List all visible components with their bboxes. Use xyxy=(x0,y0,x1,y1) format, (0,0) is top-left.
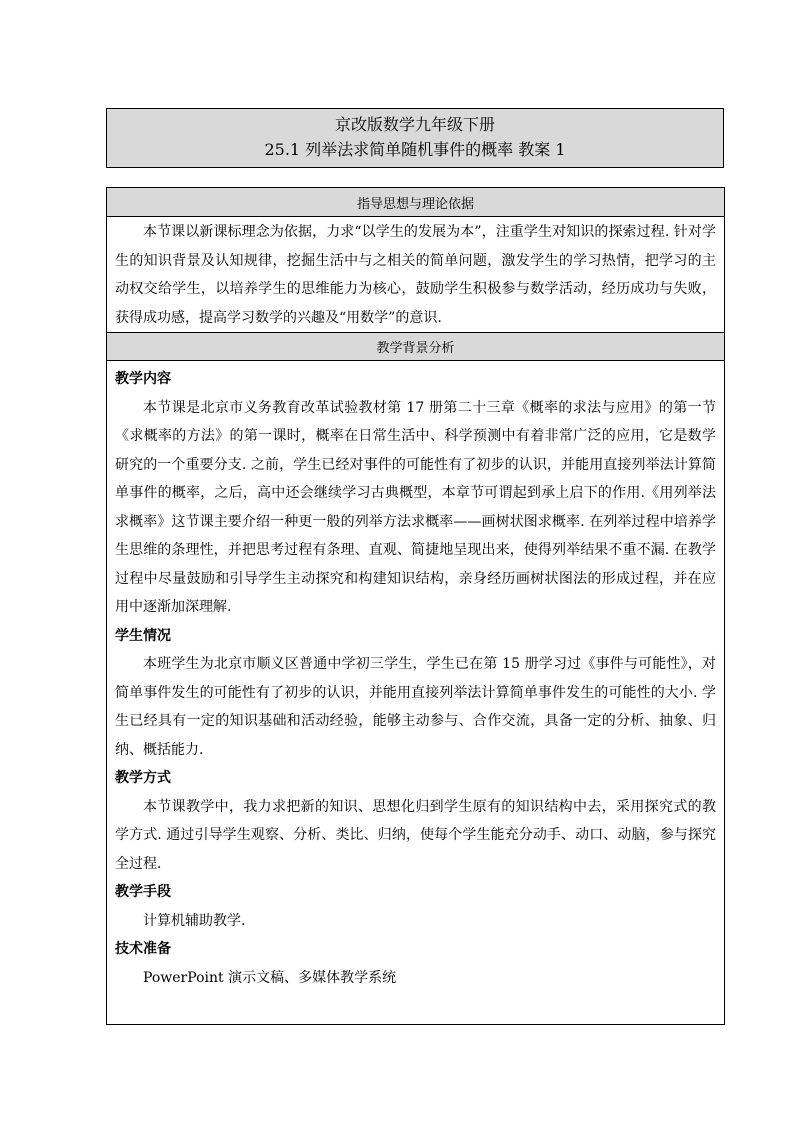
tech-paragraph: PowerPoint 演示文稿、多媒体教学系统 xyxy=(143,969,397,986)
students-heading: 学生情况 xyxy=(115,627,171,644)
students-paragraph: 本班学生为北京市顺义区普通中学初三学生，学生已在第 15 册学习过《事件与可能性》，对简单事件发生的可能性有了初步的认识，并能用直接列举法计算简单事件发生的可能性的大小. 学生已经具有一定的知识基础和活动经验，能够主动参与、合作交流，具备一定的分析、抽象、归纳、概括能力. xyxy=(115,656,716,758)
background-section-header: 教学背景分析 xyxy=(107,332,724,361)
content-heading: 教学内容 xyxy=(115,371,171,387)
document-title: 京改版数学九年级下册 xyxy=(334,115,495,134)
guiding-section-header: 指导思想与理论依据 xyxy=(107,188,724,217)
means-heading: 教学手段 xyxy=(115,884,171,900)
method-heading: 教学方式 xyxy=(115,770,171,786)
document-title-box xyxy=(106,108,724,168)
content-paragraph: 本节课是北京市义务教育改革试验教材第 17 册第二十三章《概率的求法与应用》的第一节《求概率的方法》的第一课时，概率在日常生活中、科学预测中有着非常广泛的应用，它是数学研究的一个重要分支. 之前，学生已经对事件的可能性有了初步的认识，并能用直接列举法计算简单事件的概率，之后，高中还会继续学习古典概型，本章节可谓起到承上启下的作用.《用列举法求概率》这节课主要介绍一种更一般的列举方法求概率——画树状图求概率. 在列举过程中培养学生思维的条理性，并把思考过程有条理、直观、简捷地呈现出来，使得列举结果不重不漏. 在教学过程中尽量鼓励和引导学生主动探究和构建知识结构，亲身经历画树状图法的形成过程，并在应用中逐渐加深理解. xyxy=(115,399,716,615)
method-paragraph: 本节课教学中，我力求把新的知识、思想化归到学生原有的知识结构中去，采用探究式的教学方式. 通过引导学生观察、分析、类比、归纳，使每个学生能充分动手、动口、动脑，参与探究全过程. xyxy=(115,798,716,872)
lesson-plan-table xyxy=(106,187,725,1025)
tech-heading: 技术准备 xyxy=(115,941,171,957)
document-subtitle: 25.1 列举法求简单随机事件的概率 教案 1 xyxy=(264,140,566,159)
guiding-paragraph: 本节课以新课标理念为依据，力求“以学生的发展为本”，注重学生对知识的探索过程. 针对学生的知识背景及认知规律，挖掘生活中与之相关的简单问题，激发学生的学习热情，把学习的主动权交给学生，以培养学生的思维能力为核心，鼓励学生积极参与数学活动，经历成功与失败，获得成功感，提高学习数学的兴趣及“用数学”的意识. xyxy=(115,224,716,326)
means-paragraph: 计算机辅助教学. xyxy=(143,912,246,929)
